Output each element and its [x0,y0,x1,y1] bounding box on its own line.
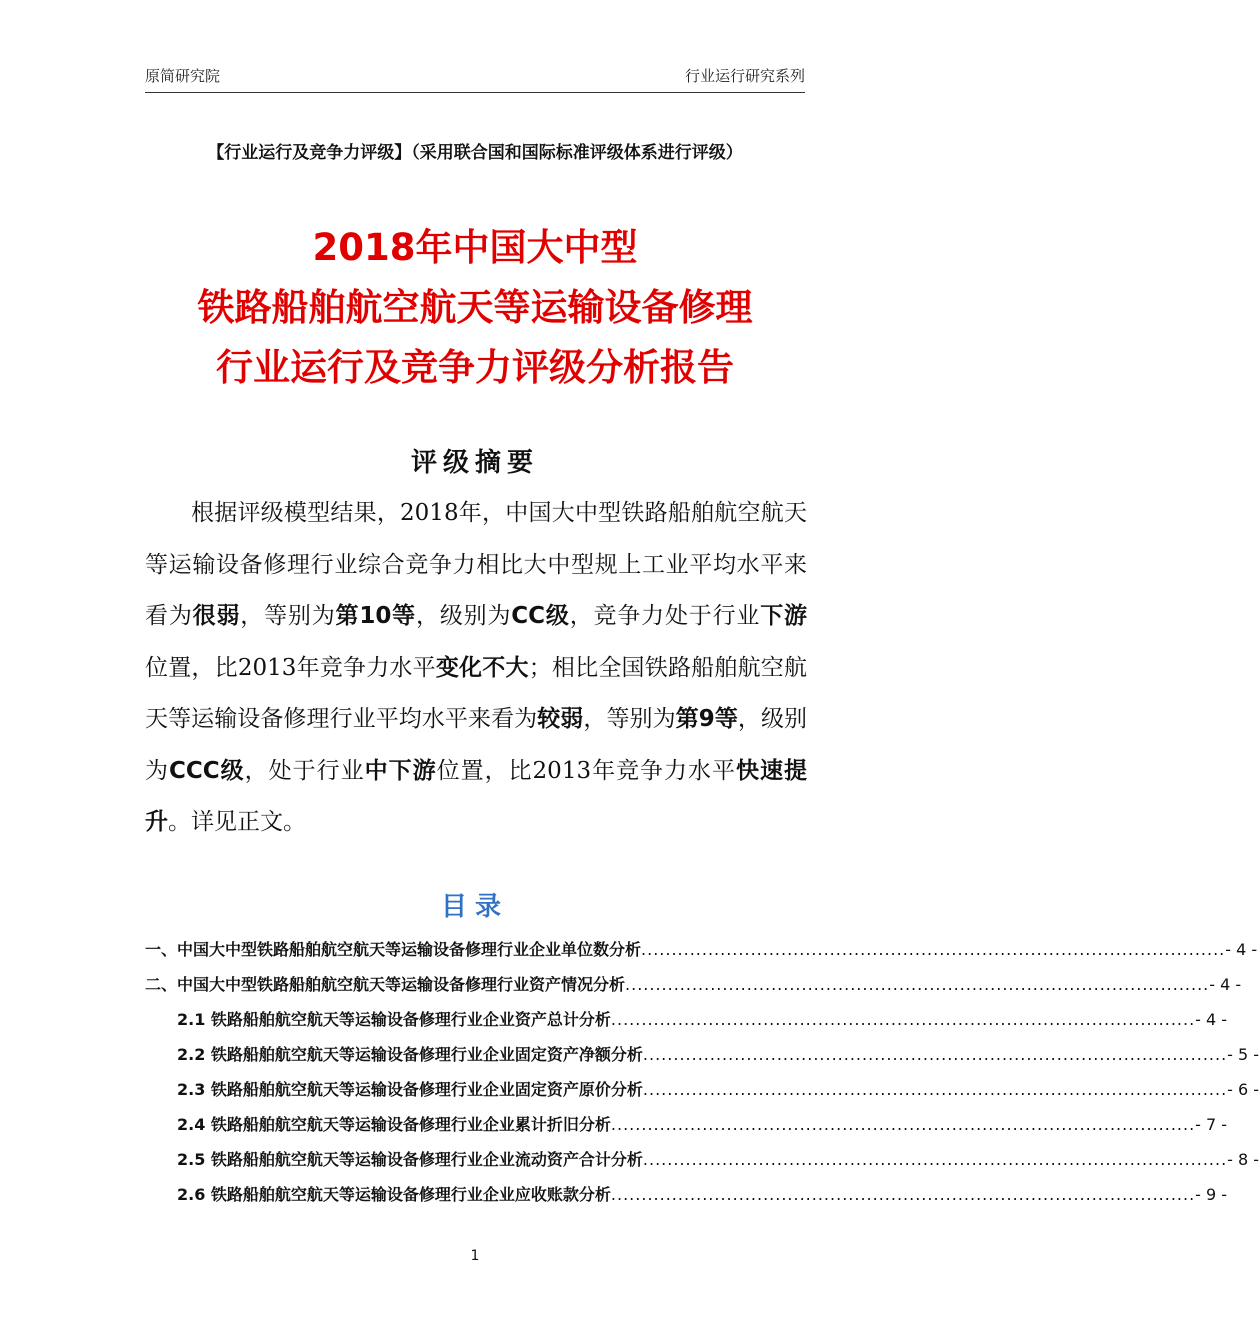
page-header [145,64,805,93]
toc-item[interactable] [145,1002,1228,1037]
toc-item-label: 二、中国大中型铁路船舶航空航天等运输设备修理行业资产情况分析 [145,975,626,994]
title-line-3: 行业运行及竞争力评级分析报告 [216,346,734,389]
report-title [100,218,850,398]
toc-item-label: 一、中国大中型铁路船舶航空航天等运输设备修理行业企业单位数分析 [145,940,642,959]
toc-leader-dots: ................................................................................................ [610,1185,1196,1204]
toc-item-page: - 8 - [1227,1150,1259,1169]
toc-item-page: - 4 - [1209,975,1242,994]
toc-item-label: 2.3 铁路船舶航空航天等运输设备修理行业企业固定资产原价分析 [177,1080,643,1099]
toc-item[interactable] [145,1177,1228,1212]
toc-leader-dots: ................................................................................................ [625,975,1210,994]
summary-text: ，等别为 [583,706,676,732]
summary-text: 。详见正文。 [168,809,306,835]
toc-leader-dots: ................................................................................................ [610,1115,1196,1134]
toc-item-label: 2.2 铁路船舶航空航天等运输设备修理行业企业固定资产净额分析 [177,1045,643,1064]
table-of-contents [145,932,1259,1212]
summary-text: ，等别为 [240,603,336,629]
toc-item[interactable] [145,1107,1228,1142]
summary-text: ，竞争力处于行业 [569,603,761,629]
toc-item-page: - 4 - [1225,940,1258,959]
toc-item-label: 2.5 铁路船舶航空航天等运输设备修理行业企业流动资产合计分析 [177,1150,643,1169]
rating-note: 【行业运行及竞争力评级】（采用联合国和国际标准评级体系进行评级） [207,143,743,163]
summary-emphasis: 较弱 [537,706,584,732]
toc-item[interactable] [145,1037,1259,1072]
header-org: 原简研究院 [145,67,221,85]
toc-leader-dots: ................................................................................................ [610,1010,1196,1029]
summary-emphasis: 第9等 [675,706,738,732]
summary-emphasis: CC级 [511,603,570,629]
title-line-2: 铁路船舶航空航天等运输设备修理 [197,286,753,329]
summary-text: ，处于行业 [244,757,365,784]
summary-text: 位置，比2013年竞争力水平 [145,654,436,681]
summary-emphasis: 第10等 [335,603,417,629]
toc-item-page: - 9 - [1195,1185,1228,1204]
toc-leader-dots: ................................................................................................ [641,940,1226,959]
toc-item-label: 2.6 铁路船舶航空航天等运输设备修理行业企业应收账款分析 [177,1185,611,1204]
summary-emphasis: CCC级 [169,757,245,784]
toc-heading: 目录 [440,892,509,922]
summary-emphasis: 中下游 [364,757,437,784]
toc-item-page: - 4 - [1195,1010,1228,1029]
summary-text: 根据评级模型结果，2018年，中国大中型铁路船舶航空航天等运输设备修理行业综合竞争力相比大中型规上工业平均水平来看为 [145,500,807,629]
toc-leader-dots: ................................................................................................ [642,1150,1228,1169]
summary-text: 位置，比2013年竞争力水平 [436,757,737,784]
page-number: 1 [470,1248,480,1264]
summary-emphasis: 快速提升 [145,757,808,835]
toc-item-page: - 6 - [1227,1080,1259,1099]
toc-item-page: - 5 - [1227,1045,1259,1064]
summary-text: ，级别为 [145,706,808,784]
summary-paragraph [145,488,807,849]
summary-heading: 评级摘要 [410,448,539,478]
summary-emphasis: 下游 [760,603,808,629]
toc-item-label: 2.4 铁路船舶航空航天等运输设备修理行业企业累计折旧分析 [177,1115,611,1134]
title-line-1: 2018年中国大中型 [312,226,638,269]
toc-leader-dots: ................................................................................................ [642,1045,1228,1064]
summary-emphasis: 变化不大 [435,654,529,681]
toc-item-page: - 7 - [1195,1115,1228,1134]
toc-item[interactable] [145,1142,1259,1177]
summary-text: ；相比全国铁路船舶航空航天等运输设备修理行业平均水平来看为 [145,654,807,732]
toc-item[interactable] [145,1072,1259,1107]
toc-item[interactable] [145,932,1258,967]
toc-leader-dots: ................................................................................................ [642,1080,1228,1099]
toc-item-label: 2.1 铁路船舶航空航天等运输设备修理行业企业资产总计分析 [177,1010,611,1029]
summary-emphasis: 很弱 [192,603,241,629]
summary-text: ，级别为 [416,603,512,629]
toc-item[interactable] [145,967,1242,1002]
header-series: 行业运行研究系列 [684,67,805,85]
